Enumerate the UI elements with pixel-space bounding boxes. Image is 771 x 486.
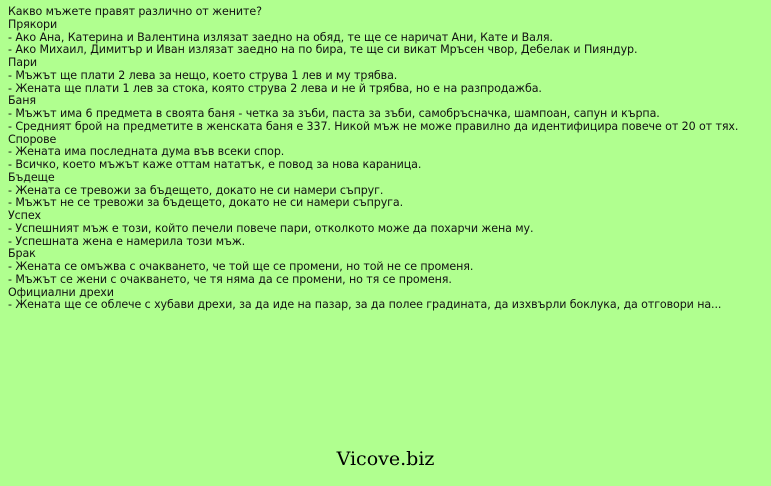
list-item: - Всичко, което мъжът каже оттам нататък, е повод за нова караница. — [8, 158, 422, 171]
list-item: - Средният брой на предметите в женската баня е 337. Никой мъж не може правилно да идентифицира повече от 20 от тях. — [8, 119, 739, 133]
section-heading: Пари — [8, 56, 37, 69]
list-item: - Жената ще плати 1 лев за стока, която струва 2 лева и не й трябва, но е на разпродажба. — [8, 81, 542, 95]
list-item: - Мъжът има 6 предмета в своята баня - четка за зъби, паста за зъби, самобръсначка, шампоан, сапун и кърпа. — [8, 107, 660, 120]
list-item: - Жената се тревожи за бъдещето, докато не си намери съпруг. — [8, 183, 384, 197]
list-item: - Ако Ана, Катерина и Валентина излязат заедно на обяд, те ще се наричат Ани, Кате и Валя. — [8, 30, 553, 44]
section-formal-clothes — [8, 287, 764, 313]
section-heading: Официални дрехи — [8, 285, 114, 299]
section-heading: Баня — [8, 94, 36, 108]
section-heading: Спорове — [8, 132, 57, 146]
list-item: - Успешният мъж е този, който печели повече пари, отколкото може да похарчи жена му. — [8, 221, 534, 235]
joke-title: Какво мъжете правят различно от жените? — [8, 5, 262, 18]
section-heading: Прякори — [8, 17, 58, 31]
section-arguments — [8, 134, 764, 172]
section-money — [8, 57, 764, 95]
section-future — [8, 172, 764, 210]
section-bathroom — [8, 95, 764, 133]
list-item: - Мъжът се жени с очакването, че тя няма да се промени, но тя се променя. — [8, 272, 452, 286]
list-item: - Жената има последната дума във всеки спор. — [8, 145, 285, 159]
list-item: - Жената се омъжва с очакването, че той ще се промени, но той не се променя. — [8, 260, 474, 273]
site-watermark: Vicove.biz — [336, 448, 435, 470]
joke-text — [8, 6, 764, 312]
section-heading: Успех — [8, 209, 42, 222]
list-item: - Жената ще се облече с хубави дрехи, за да иде на пазар, за да полее градината, да изхвърли боклука, да отговори на... — [8, 298, 722, 312]
list-item: - Успешната жена е намерила този мъж. — [8, 234, 246, 248]
list-item: - Мъжът ще плати 2 лева за нещо, което струва 1 лев и му трябва. — [8, 68, 398, 82]
section-marriage — [8, 248, 764, 286]
section-heading: Брак — [8, 247, 36, 261]
list-item: - Мъжът не се тревожи за бъдещето, докато не си намери съпруга. — [8, 196, 404, 210]
section-nicknames — [8, 19, 764, 57]
section-success — [8, 210, 764, 248]
list-item: - Ако Михаил, Димитър и Иван излязат заедно на по бира, те ще си викат Мръсен чвор, Дебелак и Пияндур. — [8, 43, 638, 57]
section-heading: Бъдеще — [8, 170, 55, 184]
